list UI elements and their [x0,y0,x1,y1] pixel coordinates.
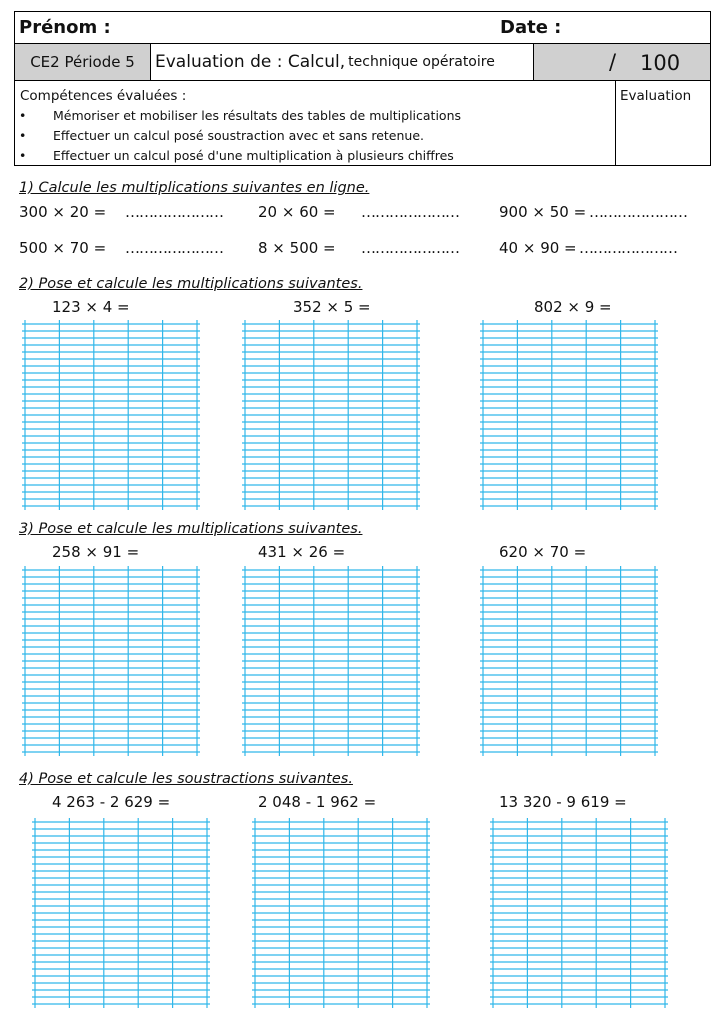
exercise1-title: 1) Calcule les multiplications suivantes en ligne. [19,180,370,196]
score-total: 100 [640,51,681,75]
exercise4-title: 4) Pose et calcule les soustractions suivantes. [19,771,353,787]
ex4-item-2: 2 048 - 1 962 = [258,793,377,811]
ex4-item-3: 13 320 - 9 619 = [499,793,627,811]
ex2-item-1: 123 × 4 = [52,298,130,316]
prenom-label: Prénom : [19,17,111,38]
ex2-item-3: 802 × 9 = [534,298,612,316]
ex1-answer-5[interactable]: ………………… [361,239,459,257]
ex1-answer-6[interactable]: ………………… [579,239,677,257]
level-label: CE2 Période 5 [15,44,151,80]
competences-title: Compétences évaluées : [20,88,187,104]
ex3-grid-1[interactable] [22,566,200,756]
ex3-grid-3[interactable] [480,566,658,756]
ex3-grid-2[interactable] [242,566,420,756]
ex1-answer-4[interactable]: ………………… [125,239,223,257]
name-date-row [14,11,711,44]
competence-item: • Effectuer un calcul posé d'une multiplication à plusieurs chiffres [19,148,454,163]
evaluation-title [151,44,533,80]
ex2-grid-1[interactable] [22,320,200,510]
evaluation-column [615,81,711,165]
ex1-answer-3[interactable]: ………………… [589,203,687,221]
ex4-grid-3[interactable] [490,818,668,1008]
ex1-answer-1[interactable]: ………………… [125,203,223,221]
ex1-item-2: 20 × 60 = [258,203,336,221]
exercise3-title: 3) Pose et calcule les multiplications suivantes. [19,521,363,537]
ex4-grid-1[interactable] [32,818,210,1008]
score-slash: / [609,50,617,74]
ex2-grid-2[interactable] [242,320,420,510]
ex1-item-4: 500 × 70 = [19,239,107,257]
competences-box [14,80,711,166]
evaluation-title-sub: technique opératoire [348,54,495,70]
ex3-item-2: 431 × 26 = [258,543,346,561]
competence-item: • Mémoriser et mobiliser les résultats des tables de multiplications [19,108,462,123]
competences-list [19,106,461,166]
ex1-item-6: 40 × 90 = [499,239,577,257]
ex2-grid-3[interactable] [480,320,658,510]
score-box [533,44,710,80]
ex1-item-5: 8 × 500 = [258,239,336,257]
competence-item: • Effectuer un calcul posé soustraction avec et sans retenue. [19,128,425,143]
title-row [14,43,711,81]
evaluation-title-main: Evaluation de : Calcul, [155,52,346,72]
ex2-item-2: 352 × 5 = [293,298,371,316]
ex4-item-1: 4 263 - 2 629 = [52,793,171,811]
ex3-item-1: 258 × 91 = [52,543,140,561]
evaluation-label: Evaluation [620,88,692,104]
ex3-item-3: 620 × 70 = [499,543,587,561]
date-label: Date : [500,17,562,38]
ex1-item-3: 900 × 50 = [499,203,587,221]
ex4-grid-2[interactable] [252,818,430,1008]
exercise2-title: 2) Pose et calcule les multiplications suivantes. [19,276,363,292]
ex1-item-1: 300 × 20 = [19,203,107,221]
ex1-answer-2[interactable]: ………………… [361,203,459,221]
